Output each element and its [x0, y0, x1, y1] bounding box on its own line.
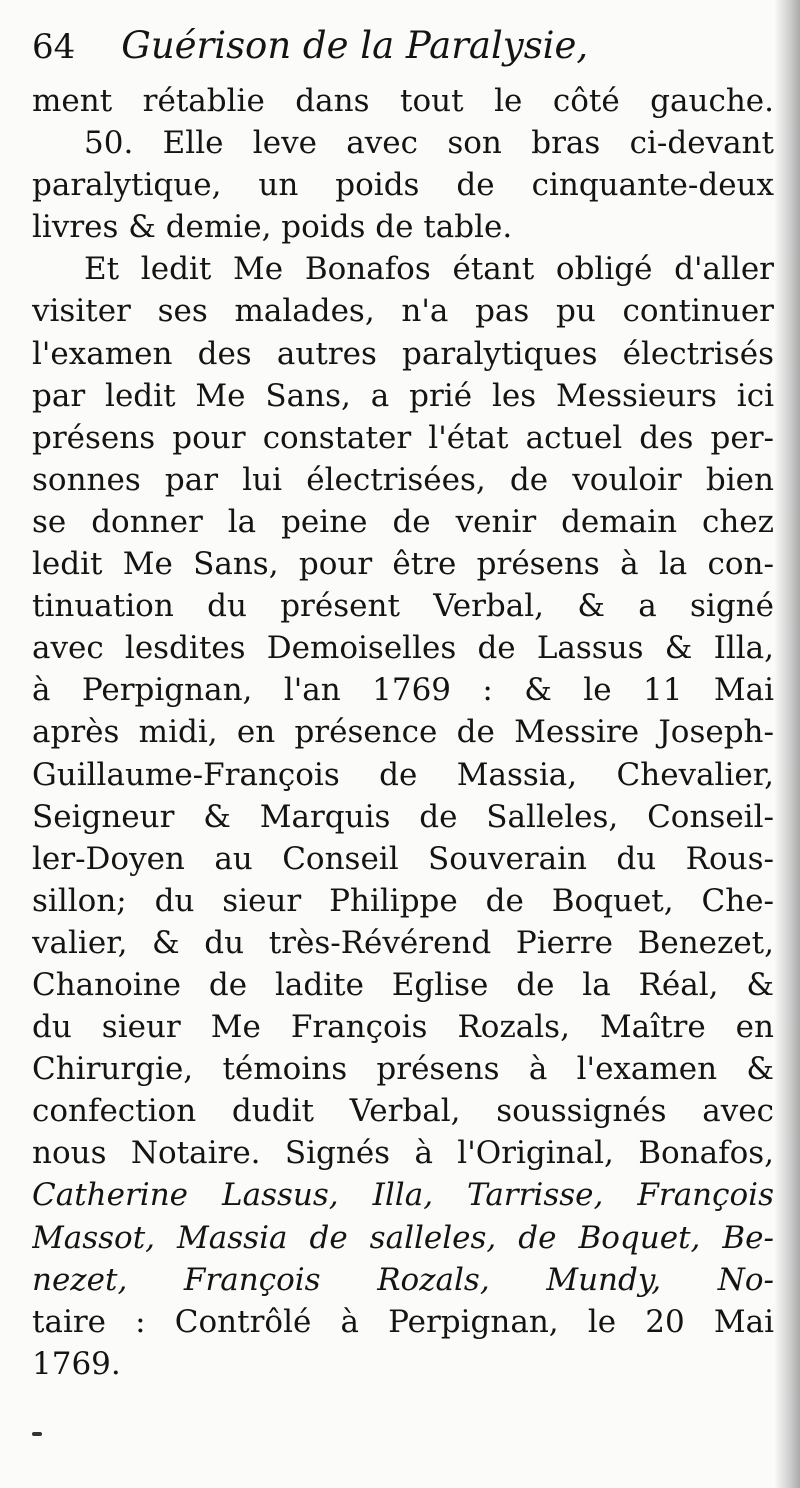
- text-line: se donner la peine de venir demain chez: [32, 503, 774, 540]
- text-line: Chirurgie, témoins présens à l'examen &: [32, 1051, 774, 1088]
- text-line: ment rétablie dans tout le côté gauche.: [32, 83, 774, 119]
- text-line: confection dudit Verbal, soussignés avec: [32, 1093, 774, 1130]
- running-header: [32, 24, 774, 80]
- text-line: après midi, en présence de Messire Joseph-: [32, 714, 774, 751]
- text-line: ledit Me Sans, pour être présens à la con-: [32, 546, 774, 583]
- text-line: paralytique, un poids de cinquante-deux: [32, 167, 774, 204]
- text-line: valier, & du très-Révérend Pierre Benezet,: [32, 924, 774, 961]
- page-text-block: [32, 24, 774, 1385]
- text-line: taire : Contrôlé à Perpignan, le 20 Mai: [32, 1303, 774, 1340]
- text-line: Guillaume-François de Massia, Chevalier,: [32, 756, 774, 793]
- text-line: tinuation du présent Verbal, & a signé: [32, 588, 774, 625]
- text-line: Seigneur & Marquis de Salleles, Conseil-: [32, 798, 774, 835]
- signature-line: Catherine Lassus, Illa, Tarrisse, François: [32, 1177, 774, 1214]
- text-line: par ledit Me Sans, a prié les Messieurs ici: [32, 377, 774, 414]
- page-number: 64: [32, 27, 76, 67]
- text-line: du sieur Me François Rozals, Maître en: [32, 1009, 774, 1046]
- text-line: avec lesdites Demoiselles de Lassus & Illa,: [32, 630, 774, 667]
- text-line: 50. Elle leve avec son bras ci-devant: [84, 125, 774, 162]
- text-line: 1769.: [32, 1345, 121, 1382]
- running-title: Guérison de la Paralysie,: [121, 24, 589, 67]
- text-line: visiter ses malades, n'a pas pu continuer: [32, 293, 774, 330]
- text-line: Chanoine de ladite Eglise de la Réal, &: [32, 966, 774, 1003]
- signature-line: nezet, François Rozals, Mundy, No-: [32, 1261, 774, 1298]
- text-line: livres & demie, poids de table.: [32, 209, 513, 246]
- text-line: nous Notaire. Signés à l'Original, Bonafos,: [32, 1135, 774, 1172]
- text-line: sillon; du sieur Philippe de Boquet, Che-: [32, 882, 774, 919]
- page-gutter-shadow: [774, 0, 800, 1488]
- text-line: présens pour constater l'état actuel des per-: [32, 419, 774, 456]
- signature-line: Massot, Massia de salleles, de Boquet, Be-: [32, 1219, 774, 1256]
- ink-speck: [32, 1432, 42, 1436]
- text-line: sonnes par lui électrisées, de vouloir bien: [32, 461, 774, 498]
- text-line: l'examen des autres paralytiques électrisés: [32, 335, 774, 372]
- text-line: Et ledit Me Bonafos étant obligé d'aller: [84, 251, 774, 288]
- text-line: ler-Doyen au Conseil Souverain du Rous-: [32, 840, 774, 877]
- text-line: à Perpignan, l'an 1769 : & le 11 Mai: [32, 672, 774, 709]
